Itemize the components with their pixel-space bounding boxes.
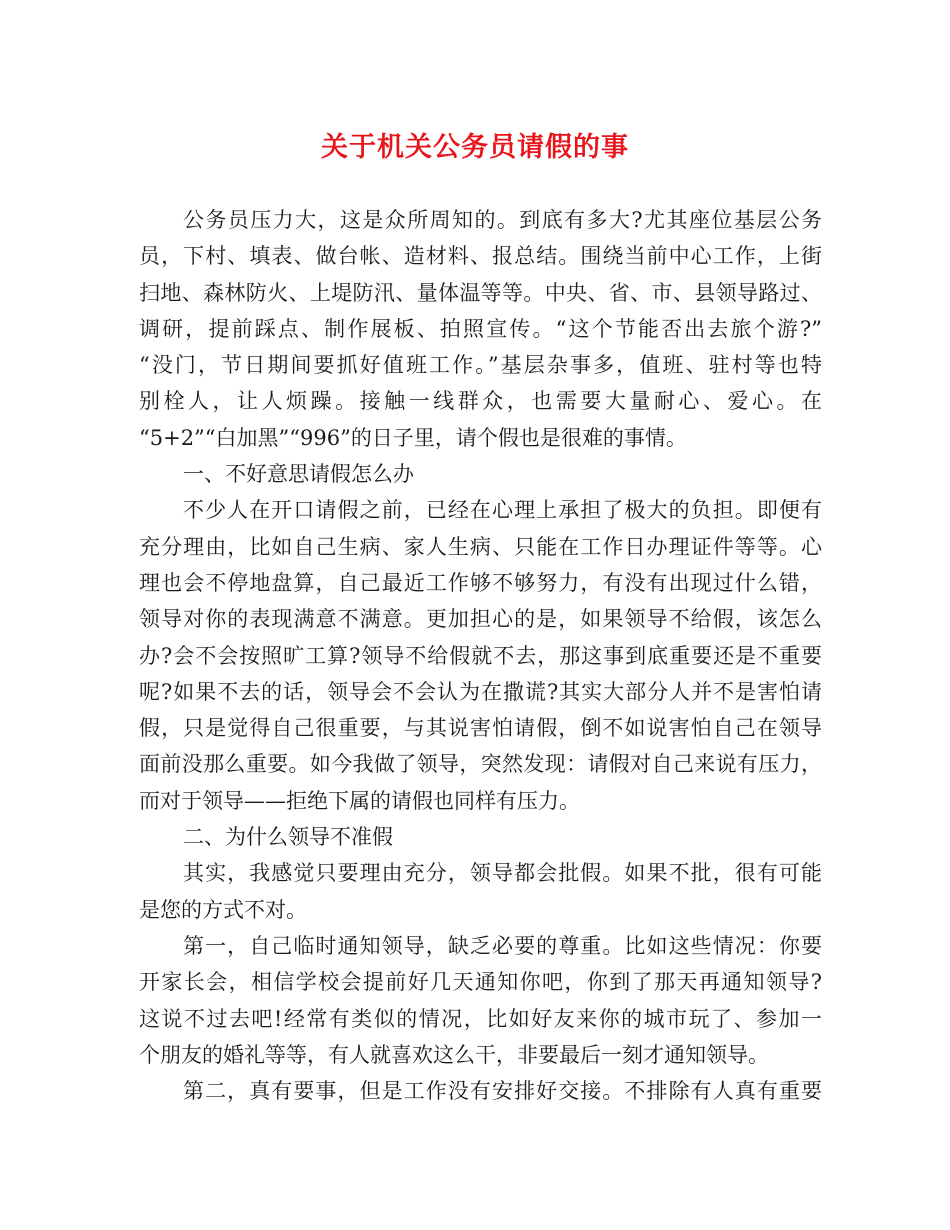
paragraph-line: 是您的方式不对。 [139, 897, 307, 922]
paragraph-line: 办?会不会按照旷工算?领导不给假就不去，那这事到底重要还是不重要 [139, 643, 822, 668]
paragraph-line: 别栓人，让人烦躁。接触一线群众，也需要大量耐心、爱心。在 [139, 389, 822, 414]
paragraph-line: 员，下村、填表、做台帐、造材料、报总结。围绕当前中心工作，上街 [139, 244, 822, 269]
section-heading: 一、不好意思请假怎么办 [183, 462, 414, 487]
paragraph-line: 扫地、森林防火、上堤防汛、量体温等等。中央、省、市、县领导路过、 [139, 280, 822, 305]
paragraph-line: 而对于领导——拒绝下属的请假也同样有压力。 [139, 788, 580, 813]
section-heading: 二、为什么领导不准假 [183, 825, 393, 850]
paragraph-line: 理也会不停地盘算，自己最近工作够不够努力，有没有出现过什么错， [139, 570, 822, 595]
paragraph-line: 第一，自己临时通知领导，缺乏必要的尊重。比如这些情况：你要 [183, 933, 822, 958]
paragraph-line: 开家长会，相信学校会提前好几天通知你吧，你到了那天再通知领导? [139, 970, 822, 995]
document-title: 关于机关公务员请假的事 [321, 132, 629, 163]
paragraph-line: 其实，我感觉只要理由充分，领导都会批假。如果不批，很有可能 [183, 861, 822, 886]
paragraph-line: 第二，真有要事，但是工作没有安排好交接。不排除有人真有重要 [183, 1079, 822, 1104]
paragraph-line: 这说不过去吧!经常有类似的情况，比如好友来你的城市玩了、参加一 [139, 1006, 822, 1031]
paragraph-line: 调研，提前踩点、制作展板、拍照宣传。“这个节能否出去旅个游?” [139, 316, 822, 341]
paragraph-line: 呢?如果不去的话，领导会不会认为在撒谎?其实大部分人并不是害怕请 [139, 679, 822, 704]
paragraph-line: 领导对你的表现满意不满意。更加担心的是，如果领导不给假，该怎么 [139, 607, 822, 632]
paragraph-line: 充分理由，比如自己生病、家人生病、只能在工作日办理证件等等。心 [139, 534, 822, 559]
paragraph-line: “没门，节日期间要抓好值班工作。”基层杂事多，值班、驻村等也特 [139, 353, 822, 378]
paragraph-line: 不少人在开口请假之前，已经在心理上承担了极大的负担。即便有 [183, 498, 822, 523]
paragraph-line: 假，只是觉得自己很重要，与其说害怕请假，倒不如说害怕自己在领导 [139, 716, 822, 741]
paragraph-line: 面前没那么重要。如今我做了领导，突然发现：请假对自己来说有压力， [139, 752, 822, 777]
paragraph-line: 个朋友的婚礼等等，有人就喜欢这么干，非要最后一刻才通知领导。 [139, 1042, 769, 1067]
document-body [139, 202, 822, 1109]
paragraph-line: 公务员压力大，这是众所周知的。到底有多大?尤其座位基层公务 [183, 208, 822, 232]
paragraph-line: “5+2”“白加黑”“996”的日子里，请个假也是很难的事情。 [139, 425, 687, 450]
